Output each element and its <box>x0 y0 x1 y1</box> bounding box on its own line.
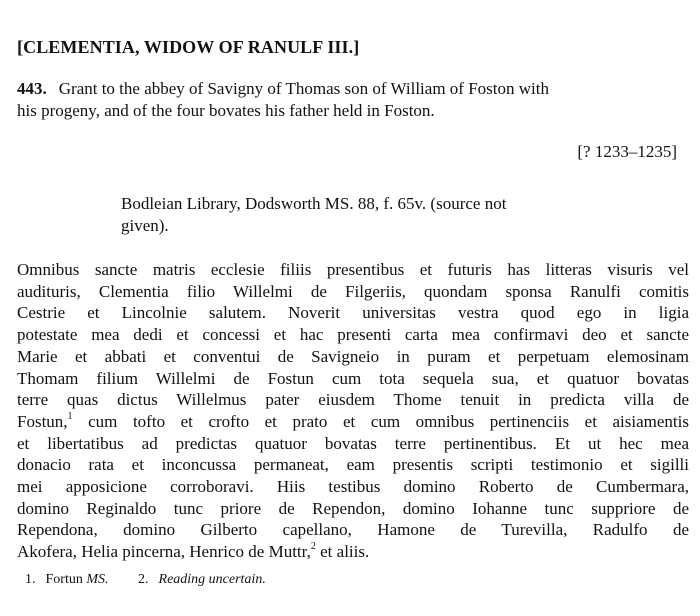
footnote-1 <box>25 572 109 588</box>
charter-line: terre quas dictus Willelmus pater eiusdem Thome tenuit in predicta villa de <box>17 390 689 410</box>
charter-line: donacio rata et inconcussa permaneat, eam presentis scripti testimonio et sigilli <box>17 455 689 475</box>
charter-line: audituris, Clementia filio Willelmi de Filgeriis, quondam sponsa Ranulfi comitis <box>17 281 689 301</box>
charter-line: Thomam filium Willelmi de Fostun cum tota sequela sua, et quatuor bovatas <box>17 368 689 388</box>
charter-text-fragment: cum tofto et crofto et prato et cum omnibus pertinenciis et aisiamentis <box>72 411 689 431</box>
charter-line: Rependona, domino Gilberto capellano, Hamone de Turevilla, Radulfo de <box>17 520 689 540</box>
charter-text <box>17 259 689 563</box>
charter-line: domino Reginaldo tunc priore de Rependon, domino Iohanne tunc suppriore de <box>17 498 689 518</box>
source-line-2: given). <box>121 216 169 235</box>
source-line-1: Bodleian Library, Dodsworth MS. 88, f. 65v. (source not <box>121 194 507 213</box>
footnote-ref-2: 2 <box>310 541 316 553</box>
section-heading: [CLEMENTIA, WIDOW OF RANULF III.] <box>17 37 360 57</box>
footnote-2 <box>138 572 266 588</box>
entry-summary-line-2: his progeny, and of the four bovates his father held in Foston. <box>17 101 435 120</box>
charter-line: potestate mea dedi et concessi et hac presenti carta mea confirmavi deo et sancte <box>17 325 689 345</box>
charter-line <box>17 411 689 433</box>
charter-line <box>17 541 689 563</box>
footnote-italic: MS. <box>86 572 109 587</box>
charter-line: Marie et abbati et conventui de Savigneio in puram et perpetuam elemosinam <box>17 346 689 366</box>
footnotes <box>25 572 266 588</box>
charter-line: et libertatibus ad predictas quatuor bovatas terre pertinentibus. Et ut hec mea <box>17 433 689 453</box>
charter-text-fragment: Fostun, <box>17 411 68 431</box>
entry-summary <box>17 78 689 122</box>
entry-number: 443. <box>17 79 47 98</box>
footnote-italic: Reading uncertain. <box>158 572 266 587</box>
footnote-number: 2. <box>138 572 149 587</box>
charter-text-fragment: Akofera, Helia pincerna, Henrico de Muttr, <box>17 542 311 562</box>
charter-line: mei apposicione corroboravi. Hiis testibus domino Roberto de Cumbermara, <box>17 477 689 497</box>
footnote-text: Fortun <box>45 572 83 587</box>
entry-date: [? 1233–1235] <box>577 142 677 161</box>
entry-summary-line-1 <box>17 78 689 100</box>
source-citation <box>121 193 641 237</box>
footnote-ref-1: 1 <box>67 411 73 423</box>
charter-line: Cestrie et Lincolnie salutem. Noverit universitas vestra quod ego in ligia <box>17 303 689 323</box>
footnote-number: 1. <box>25 572 36 587</box>
charter-text-fragment: et aliis. <box>315 542 370 562</box>
charter-line: Omnibus sancte matris ecclesie filiis presentibus et futuris has litteras visuris vel <box>17 260 689 279</box>
entry-summary-text-1: Grant to the abbey of Savigny of Thomas son of William of Foston with <box>58 79 549 98</box>
